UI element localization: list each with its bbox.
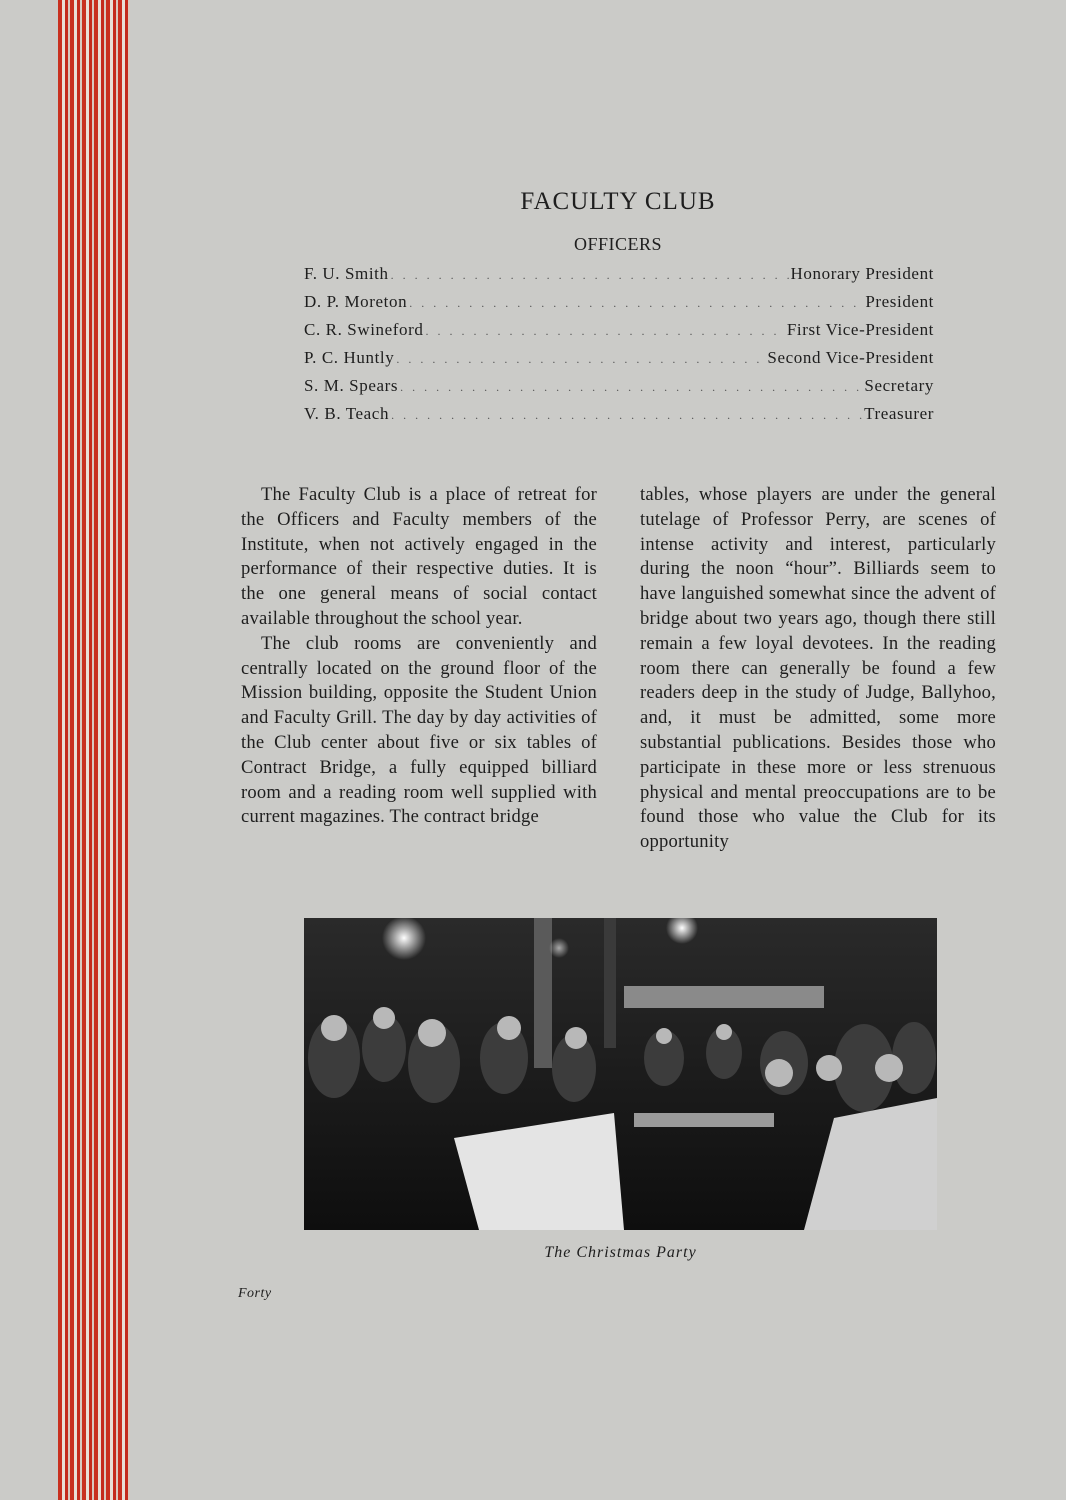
officer-name: V. B. Teach bbox=[304, 404, 390, 423]
officer-name: F. U. Smith bbox=[304, 264, 389, 283]
officer-role: First Vice-President bbox=[786, 320, 934, 339]
officer-role: Second Vice-President bbox=[767, 348, 934, 367]
officer-role: Secretary bbox=[864, 376, 934, 395]
officer-row bbox=[304, 404, 934, 432]
officer-role: Treasurer bbox=[864, 404, 934, 423]
christmas-party-photo bbox=[304, 918, 937, 1230]
body-column-left bbox=[241, 483, 597, 830]
dot-leader bbox=[400, 380, 862, 395]
dot-leader bbox=[426, 324, 785, 339]
dot-leader bbox=[391, 408, 862, 423]
dot-leader bbox=[391, 268, 789, 283]
dot-leader bbox=[396, 352, 765, 367]
officers-heading: OFFICERS bbox=[573, 234, 663, 254]
page-number: Forty bbox=[238, 1286, 272, 1301]
officer-row bbox=[304, 320, 934, 348]
officer-name: S. M. Spears bbox=[304, 376, 399, 395]
officer-role: Honorary President bbox=[790, 264, 934, 283]
paragraph: The Faculty Club is a place of retreat for the Officers and Faculty members of the Institute, when not actively engaged in the performance of their respective duties. It is the one general means of social contact available throughout the school year. bbox=[241, 484, 597, 629]
paragraph: The club rooms are conveniently and centrally located on the ground floor of the Mission building, opposite the Student Union and Faculty Grill. The day by day activities of the Club center about five or six tables of Contract Bridge, a fully equipped billiard room and a reading room well supplied with current magazines. The contract bridge bbox=[241, 632, 597, 828]
body-column-right bbox=[640, 483, 996, 855]
page-title: FACULTY CLUB bbox=[520, 188, 716, 215]
officer-row bbox=[304, 376, 934, 404]
photo-caption: The Christmas Party bbox=[544, 1244, 697, 1261]
officer-name: D. P. Moreton bbox=[304, 292, 408, 311]
dot-leader bbox=[409, 296, 863, 311]
officer-name: C. R. Swineford bbox=[304, 320, 424, 339]
officer-name: P. C. Huntly bbox=[304, 348, 395, 367]
officer-role: President bbox=[865, 292, 934, 311]
officer-row bbox=[304, 348, 934, 376]
photo-illustration bbox=[304, 918, 937, 1230]
officers-list bbox=[304, 264, 934, 432]
officer-row bbox=[304, 292, 934, 320]
paragraph: tables, whose players are under the general tutelage of Professor Perry, are scenes of intense activity and interest, particularly during the noon “hour”. Billiards seem to have languished somewhat since the advent of bridge about two years ago, though there still remain a few loyal devotees. In the reading room there can generally be found a few readers deep in the study of Judge, Ballyhoo, and, it must be admitted, some more substantial publications. Besides those who participate in these more or less strenuous physical and mental preoccupations are to be found those who value the Club for its opportunity bbox=[640, 484, 996, 853]
officer-row bbox=[304, 264, 934, 292]
decorative-stripe-border bbox=[58, 0, 130, 1500]
